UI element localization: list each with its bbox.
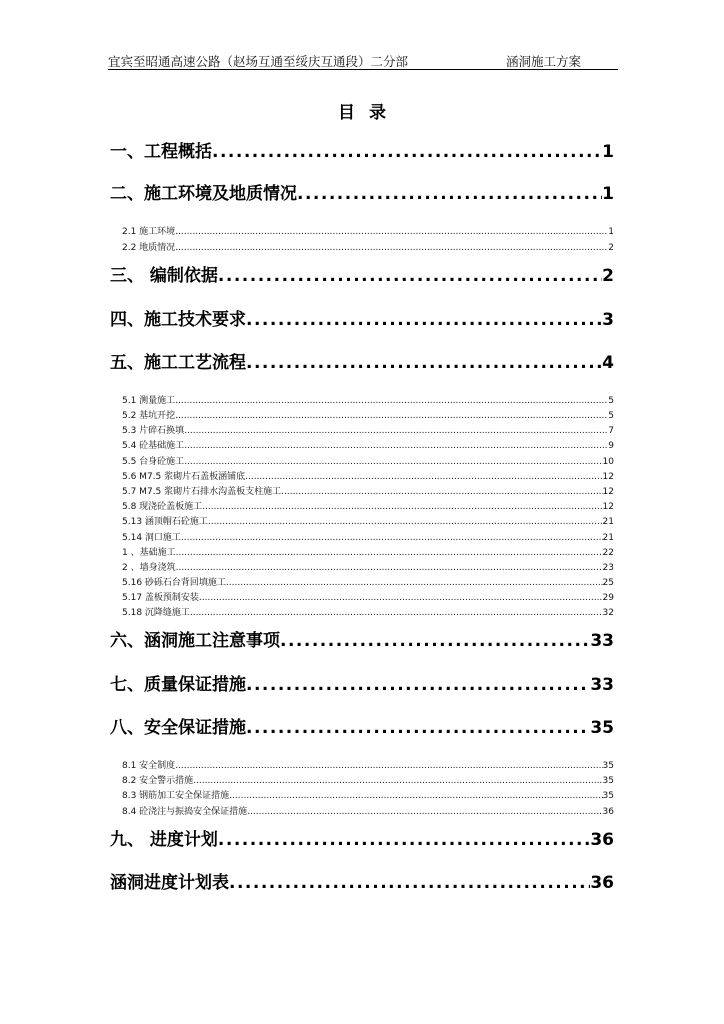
toc-subentry-5-5[interactable] xyxy=(122,456,614,468)
toc-entry-page: 22 xyxy=(602,548,614,558)
toc-entry-page: 9 xyxy=(608,441,614,451)
toc-entry-page: 36 xyxy=(590,830,614,850)
toc-entry-label: 涵洞进度计划表 xyxy=(110,873,229,893)
toc-entry-page: 35 xyxy=(602,761,614,771)
toc-entry-label: 5.7 M7.5 浆砌片石排水沟盖板支柱施工 xyxy=(122,487,282,497)
toc-subentry-5-13[interactable] xyxy=(122,516,614,528)
toc-entry-label: 七、质量保证措施 xyxy=(110,675,246,695)
page-header xyxy=(108,52,618,70)
toc-entry-page: 5 xyxy=(608,411,614,421)
toc-entry-page: 1 xyxy=(602,184,614,204)
toc-entry-page: 36 xyxy=(602,807,614,817)
toc-entry-page: 33 xyxy=(590,631,614,651)
toc-entry-3[interactable] xyxy=(110,265,614,287)
toc-leader-dots xyxy=(202,501,602,513)
toc-entry-page: 25 xyxy=(602,578,614,588)
toc-entry-page: 35 xyxy=(602,791,614,801)
toc-subentry-5-1[interactable] xyxy=(122,395,614,407)
toc-entry-page: 1 xyxy=(608,227,614,237)
toc-leader-dots xyxy=(184,425,608,437)
toc-leader-dots xyxy=(246,309,602,331)
toc-entry-page: 36 xyxy=(590,873,614,893)
toc-leader-dots xyxy=(190,607,603,619)
toc-subentry-5-3[interactable] xyxy=(122,425,614,437)
toc-entry-page: 10 xyxy=(602,457,614,467)
toc-leader-dots xyxy=(212,141,602,163)
toc-entry-label: 九、 进度计划 xyxy=(110,830,218,850)
toc-entry-label: 5.13 涵顶帽石砼施工 xyxy=(122,517,208,527)
toc-entry-label: 5.4 砼基础施工 xyxy=(122,441,185,451)
toc-entry-8[interactable] xyxy=(110,717,614,739)
toc-leader-dots xyxy=(229,790,602,802)
toc-entry-label: 5.8 现浇砼盖板施工 xyxy=(122,502,203,512)
toc-entry-label: 8.4 砼浇注与振捣安全保证措施 xyxy=(122,807,248,817)
toc-subentry-5-18[interactable] xyxy=(122,607,614,619)
toc-entry-9[interactable] xyxy=(110,829,614,851)
toc-entry-page: 35 xyxy=(602,776,614,786)
toc-entry-label: 8.3 钢筋加工安全保证措施 xyxy=(122,791,230,801)
toc-entry-label: 2.1 施工环境 xyxy=(122,227,176,237)
toc-subentry-5-14-1[interactable] xyxy=(122,547,614,559)
toc-subentry-8-2[interactable] xyxy=(122,775,614,787)
toc-leader-dots xyxy=(208,516,603,528)
toc-leader-dots xyxy=(218,265,602,287)
header-project-title: 宜宾至昭通高速公路（赵场互通至绥庆互通段）二分部 xyxy=(108,54,409,69)
toc-entry-label: 8.2 安全警示措施 xyxy=(122,776,194,786)
toc-subentry-2-1[interactable] xyxy=(122,226,614,238)
toc-entry-1[interactable] xyxy=(110,141,614,163)
toc-entry-page: 32 xyxy=(602,608,614,618)
toc-entry-label: 一、工程概括 xyxy=(110,142,212,162)
toc-entry-label: 四、施工技术要求 xyxy=(110,310,246,330)
toc-title: 目录 xyxy=(338,103,400,123)
toc-entry-label: 2.2 地质情况 xyxy=(122,243,176,253)
toc-leader-dots xyxy=(246,352,602,374)
toc-entry-label: 5.5 台身砼施工 xyxy=(122,457,185,467)
toc-entry-label: 5.3 片碎石换填 xyxy=(122,426,185,436)
toc-leader-dots xyxy=(175,395,608,407)
toc-leader-dots xyxy=(247,806,602,818)
toc-subentry-5-14-2[interactable] xyxy=(122,562,614,574)
toc-leader-dots xyxy=(175,410,608,422)
toc-entry-page: 33 xyxy=(590,675,614,695)
toc-leader-dots xyxy=(175,242,608,254)
toc-leader-dots xyxy=(184,456,602,468)
toc-subentry-5-14[interactable] xyxy=(122,532,614,544)
toc-entry-label: 5.6 M7.5 浆砌片石盖板涵铺底 xyxy=(122,472,246,482)
toc-leader-dots xyxy=(181,532,603,544)
toc-entry-label: 六、涵洞施工注意事项 xyxy=(110,631,280,651)
toc-leader-dots xyxy=(176,562,603,574)
toc-entry-page: 12 xyxy=(602,502,614,512)
toc-entry-4[interactable] xyxy=(110,309,614,331)
toc-entry-label: 8.1 安全制度 xyxy=(122,761,176,771)
toc-subentry-5-4[interactable] xyxy=(122,440,614,452)
toc-leader-dots xyxy=(176,547,603,559)
toc-leader-dots xyxy=(229,872,590,894)
header-document-title: 涵洞施工方案 xyxy=(506,54,582,69)
toc-entry-page: 29 xyxy=(602,593,614,603)
toc-entry-label: 二、施工环境及地质情况 xyxy=(110,184,297,204)
toc-entry-label: 5.1 测量施工 xyxy=(122,396,176,406)
toc-leader-dots xyxy=(193,775,602,787)
toc-leader-dots xyxy=(281,486,602,498)
toc-entry-page: 2 xyxy=(608,243,614,253)
toc-leader-dots xyxy=(175,226,608,238)
toc-leader-dots xyxy=(226,577,603,589)
toc-subentry-8-1[interactable] xyxy=(122,760,614,772)
toc-leader-dots xyxy=(199,592,603,604)
toc-subentry-5-7[interactable] xyxy=(122,486,614,498)
toc-entry-2[interactable] xyxy=(110,183,614,205)
toc-subentry-5-17[interactable] xyxy=(122,592,614,604)
toc-entry-page: 5 xyxy=(608,396,614,406)
toc-entry-5[interactable] xyxy=(110,352,614,374)
toc-leader-dots xyxy=(246,717,590,739)
toc-entry-page: 2 xyxy=(602,266,614,286)
toc-subentry-5-8[interactable] xyxy=(122,501,614,513)
toc-leader-dots xyxy=(184,440,608,452)
toc-subentry-2-2[interactable] xyxy=(122,242,614,254)
toc-entry-label: 八、安全保证措施 xyxy=(110,718,246,738)
toc-entry-page: 21 xyxy=(602,517,614,527)
toc-entry-page: 23 xyxy=(602,563,614,573)
toc-entry-label: 三、 编制依据 xyxy=(110,266,218,286)
toc-entry-label: 5.17 盖板预制安装 xyxy=(122,593,199,603)
toc-subentry-5-2[interactable] xyxy=(122,410,614,422)
toc-entry-page: 7 xyxy=(608,426,614,436)
toc-entry-label: 5.2 基坑开挖 xyxy=(122,411,176,421)
toc-entry-label: 5.18 沉降缝施工 xyxy=(122,608,190,618)
toc-leader-dots xyxy=(246,674,590,696)
toc-leader-dots xyxy=(280,630,590,652)
toc-entry-6[interactable] xyxy=(110,630,614,652)
toc-subentry-8-3[interactable] xyxy=(122,790,614,802)
toc-entry-page: 35 xyxy=(590,718,614,738)
toc-leader-dots xyxy=(218,829,590,851)
toc-leader-dots xyxy=(297,183,602,205)
toc-subentry-5-16[interactable] xyxy=(122,577,614,589)
toc-entry-page: 4 xyxy=(602,353,614,373)
toc-entry-7[interactable] xyxy=(110,674,614,696)
toc-entry-label: 1 、基础施工 xyxy=(122,548,176,558)
toc-entry-label: 5.16 砂砾石台背回填施工 xyxy=(122,578,226,588)
toc-subentry-5-6[interactable] xyxy=(122,471,614,483)
toc-entry-page: 12 xyxy=(602,472,614,482)
toc-subentry-8-4[interactable] xyxy=(122,806,614,818)
toc-entry-schedule-table[interactable] xyxy=(110,872,614,894)
toc-entry-page: 21 xyxy=(602,533,614,543)
toc-leader-dots xyxy=(175,760,602,772)
toc-entry-page: 12 xyxy=(602,487,614,497)
toc-entry-page: 1 xyxy=(602,142,614,162)
toc-leader-dots xyxy=(245,471,602,483)
toc-entry-label: 五、施工工艺流程 xyxy=(110,353,246,373)
toc-entry-label: 5.14 洞口施工 xyxy=(122,533,181,543)
toc-entry-label: 2 、墙身浇筑 xyxy=(122,563,176,573)
toc-entry-page: 3 xyxy=(602,310,614,330)
